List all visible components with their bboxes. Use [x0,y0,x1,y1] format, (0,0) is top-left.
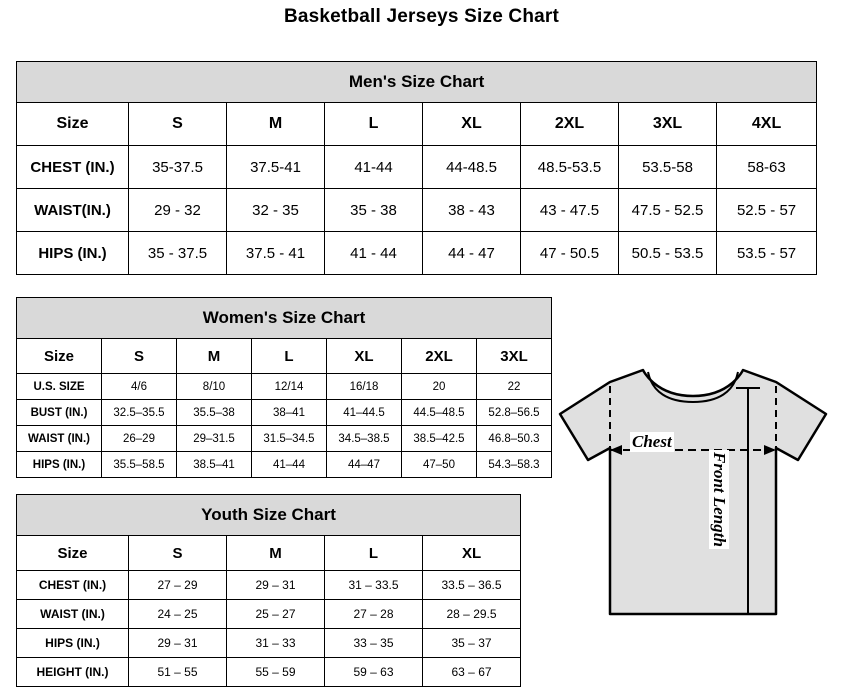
youth-header-cell: L [325,536,423,571]
youth-cell: 31 – 33 [227,629,325,658]
youth-size-chart-table [16,494,521,687]
womens-size-chart-table [16,297,552,478]
womens-cell: 31.5–34.5 [252,426,327,452]
womens-header-cell: Size [17,339,102,374]
mens-caption-row [17,62,817,103]
womens-cell: 26–29 [102,426,177,452]
mens-cell: 53.5-58 [619,146,717,189]
shirt-measurement-diagram [548,352,838,672]
womens-row-label: BUST (IN.) [17,400,102,426]
womens-cell: 12/14 [252,374,327,400]
table-row [17,658,521,687]
front-length-measurement-label: Front Length [710,452,729,547]
mens-cell: 48.5-53.5 [521,146,619,189]
mens-caption: Men's Size Chart [17,62,817,103]
mens-cell: 53.5 - 57 [717,232,817,275]
mens-cell: 41 - 44 [325,232,423,275]
womens-cell: 41–44 [252,452,327,478]
mens-cell: 47 - 50.5 [521,232,619,275]
mens-header-cell: 3XL [619,103,717,146]
youth-cell: 33.5 – 36.5 [423,571,521,600]
womens-caption-row [17,298,552,339]
mens-cell: 58-63 [717,146,817,189]
youth-cell: 51 – 55 [129,658,227,687]
womens-header-cell: M [177,339,252,374]
mens-cell: 35 - 38 [325,189,423,232]
table-row [17,629,521,658]
mens-cell: 44 - 47 [423,232,521,275]
mens-header-cell: 4XL [717,103,817,146]
table-row [17,426,552,452]
womens-header-cell: 2XL [402,339,477,374]
table-row [17,189,817,232]
womens-caption: Women's Size Chart [17,298,552,339]
womens-row-label: U.S. SIZE [17,374,102,400]
mens-header-cell: S [129,103,227,146]
womens-cell: 22 [477,374,552,400]
youth-cell: 55 – 59 [227,658,325,687]
mens-cell: 50.5 - 53.5 [619,232,717,275]
youth-caption: Youth Size Chart [17,495,521,536]
womens-header-cell: XL [327,339,402,374]
mens-header-cell: 2XL [521,103,619,146]
mens-size-chart-table [16,61,817,275]
youth-header-cell: S [129,536,227,571]
womens-cell: 4/6 [102,374,177,400]
womens-cell: 47–50 [402,452,477,478]
mens-row-label: WAIST(IN.) [17,189,129,232]
youth-header-cell: M [227,536,325,571]
mens-cell: 37.5-41 [227,146,325,189]
womens-cell: 35.5–38 [177,400,252,426]
table-row [17,400,552,426]
mens-cell: 38 - 43 [423,189,521,232]
mens-cell: 37.5 - 41 [227,232,325,275]
mens-cell: 35-37.5 [129,146,227,189]
youth-header-cell: Size [17,536,129,571]
womens-cell: 44.5–48.5 [402,400,477,426]
mens-cell: 43 - 47.5 [521,189,619,232]
womens-cell: 32.5–35.5 [102,400,177,426]
youth-cell: 24 – 25 [129,600,227,629]
womens-row-label: WAIST (IN.) [17,426,102,452]
womens-cell: 38.5–42.5 [402,426,477,452]
womens-header-cell: L [252,339,327,374]
youth-cell: 31 – 33.5 [325,571,423,600]
womens-cell: 52.8–56.5 [477,400,552,426]
womens-header-row [17,339,552,374]
womens-header-cell: 3XL [477,339,552,374]
mens-cell: 41-44 [325,146,423,189]
table-row [17,600,521,629]
youth-cell: 28 – 29.5 [423,600,521,629]
youth-cell: 25 – 27 [227,600,325,629]
youth-cell: 27 – 29 [129,571,227,600]
table-row [17,571,521,600]
womens-cell: 41–44.5 [327,400,402,426]
mens-row-label: HIPS (IN.) [17,232,129,275]
youth-cell: 27 – 28 [325,600,423,629]
womens-header-cell: S [102,339,177,374]
page-title: Basketball Jerseys Size Chart [283,6,560,27]
womens-cell: 46.8–50.3 [477,426,552,452]
mens-cell: 35 - 37.5 [129,232,227,275]
womens-cell: 8/10 [177,374,252,400]
mens-cell: 29 - 32 [129,189,227,232]
womens-cell: 29–31.5 [177,426,252,452]
mens-cell: 32 - 35 [227,189,325,232]
youth-cell: 63 – 67 [423,658,521,687]
table-row [17,146,817,189]
womens-cell: 34.5–38.5 [327,426,402,452]
youth-row-label: HEIGHT (IN.) [17,658,129,687]
womens-cell: 54.3–58.3 [477,452,552,478]
youth-caption-row [17,495,521,536]
youth-header-row [17,536,521,571]
mens-row-label: CHEST (IN.) [17,146,129,189]
mens-cell: 47.5 - 52.5 [619,189,717,232]
mens-header-row [17,103,817,146]
womens-cell: 38.5–41 [177,452,252,478]
youth-header-cell: XL [423,536,521,571]
mens-header-cell: Size [17,103,129,146]
youth-cell: 59 – 63 [325,658,423,687]
table-row [17,232,817,275]
youth-cell: 35 – 37 [423,629,521,658]
womens-cell: 35.5–58.5 [102,452,177,478]
mens-header-cell: XL [423,103,521,146]
mens-cell: 52.5 - 57 [717,189,817,232]
chest-measurement-label: Chest [632,432,672,451]
mens-header-cell: L [325,103,423,146]
youth-cell: 29 – 31 [129,629,227,658]
womens-cell: 16/18 [327,374,402,400]
mens-cell: 44-48.5 [423,146,521,189]
youth-cell: 33 – 35 [325,629,423,658]
womens-cell: 38–41 [252,400,327,426]
youth-row-label: CHEST (IN.) [17,571,129,600]
table-row [17,374,552,400]
table-row [17,452,552,478]
youth-row-label: WAIST (IN.) [17,600,129,629]
youth-row-label: HIPS (IN.) [17,629,129,658]
womens-row-label: HIPS (IN.) [17,452,102,478]
womens-cell: 44–47 [327,452,402,478]
womens-cell: 20 [402,374,477,400]
mens-header-cell: M [227,103,325,146]
youth-cell: 29 – 31 [227,571,325,600]
